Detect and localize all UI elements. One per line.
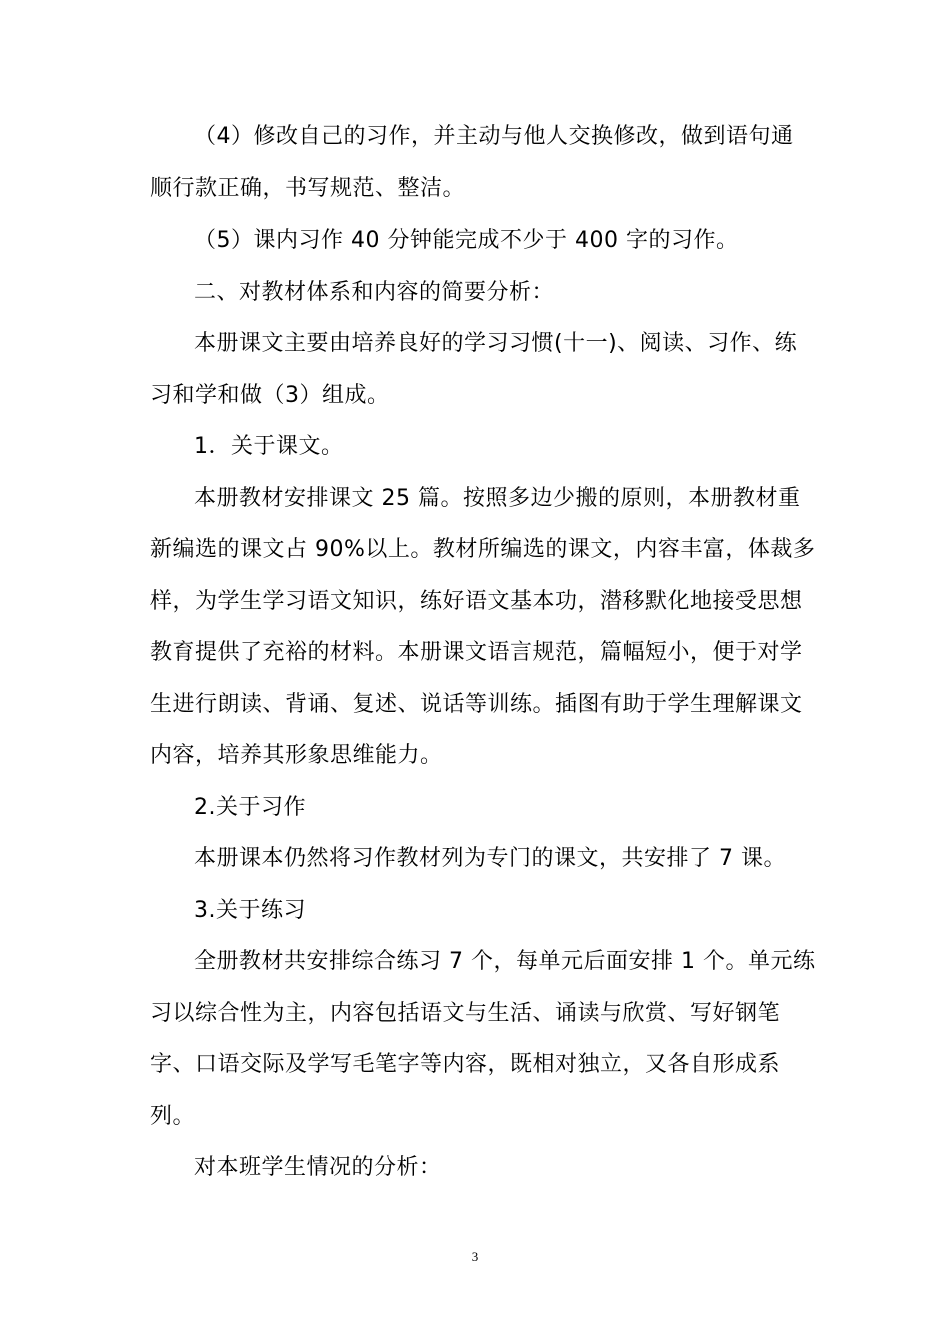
subheading: 2.关于习作 bbox=[194, 795, 306, 820]
paragraph-line: 字、口语交际及学写毛笔字等内容，既相对独立，又各自形成系 bbox=[150, 1052, 781, 1077]
paragraph-line: 习和学和做（3）组成。 bbox=[150, 383, 390, 408]
paragraph-line: （4）修改自己的习作，并主动与他人交换修改，做到语句通 bbox=[194, 124, 794, 149]
paragraph-line: 内容，培养其形象思维能力。 bbox=[150, 743, 443, 768]
paragraph-line: 本册课本仍然将习作教材列为专门的课文，共安排了 7 课。 bbox=[194, 846, 786, 871]
paragraph-line: 顺行款正确，书写规范、整洁。 bbox=[150, 176, 466, 201]
paragraph-line: 本册教材安排课文 25 篇。按照多边少搬的原则，本册教材重 bbox=[194, 486, 801, 511]
paragraph-line: 样，为学生学习语文知识，练好语文基本功，潜移默化地接受思想 bbox=[150, 589, 803, 614]
paragraph-line: 习以综合性为主，内容包括语文与生活、诵读与欣赏、写好钢笔 bbox=[150, 1001, 781, 1026]
paragraph-line: 教育提供了充裕的材料。本册课文语言规范，篇幅短小，便于对学 bbox=[150, 640, 803, 665]
page-number: 3 bbox=[471, 1249, 479, 1264]
section-heading: 二、对教材体系和内容的简要分析： bbox=[194, 280, 555, 305]
subheading: 1．关于课文。 bbox=[194, 434, 344, 459]
paragraph-line: 列。 bbox=[150, 1104, 196, 1129]
paragraph-line: （5）课内习作 40 分钟能完成不少于 400 字的习作。 bbox=[194, 228, 739, 253]
paragraph-line: 新编选的课文占 90%以上。教材所编选的课文，内容丰富，体裁多 bbox=[150, 537, 816, 562]
subheading: 3.关于练习 bbox=[194, 898, 306, 923]
paragraph-line: 生进行朗读、背诵、复述、说话等训练。插图有助于学生理解课文 bbox=[150, 692, 803, 717]
paragraph-line: 全册教材共安排综合练习 7 个，每单元后面安排 1 个。单元练 bbox=[194, 949, 816, 974]
paragraph-line: 本册课文主要由培养良好的学习习惯(十一)、阅读、习作、练 bbox=[194, 331, 798, 356]
section-heading: 对本班学生情况的分析： bbox=[194, 1155, 442, 1180]
